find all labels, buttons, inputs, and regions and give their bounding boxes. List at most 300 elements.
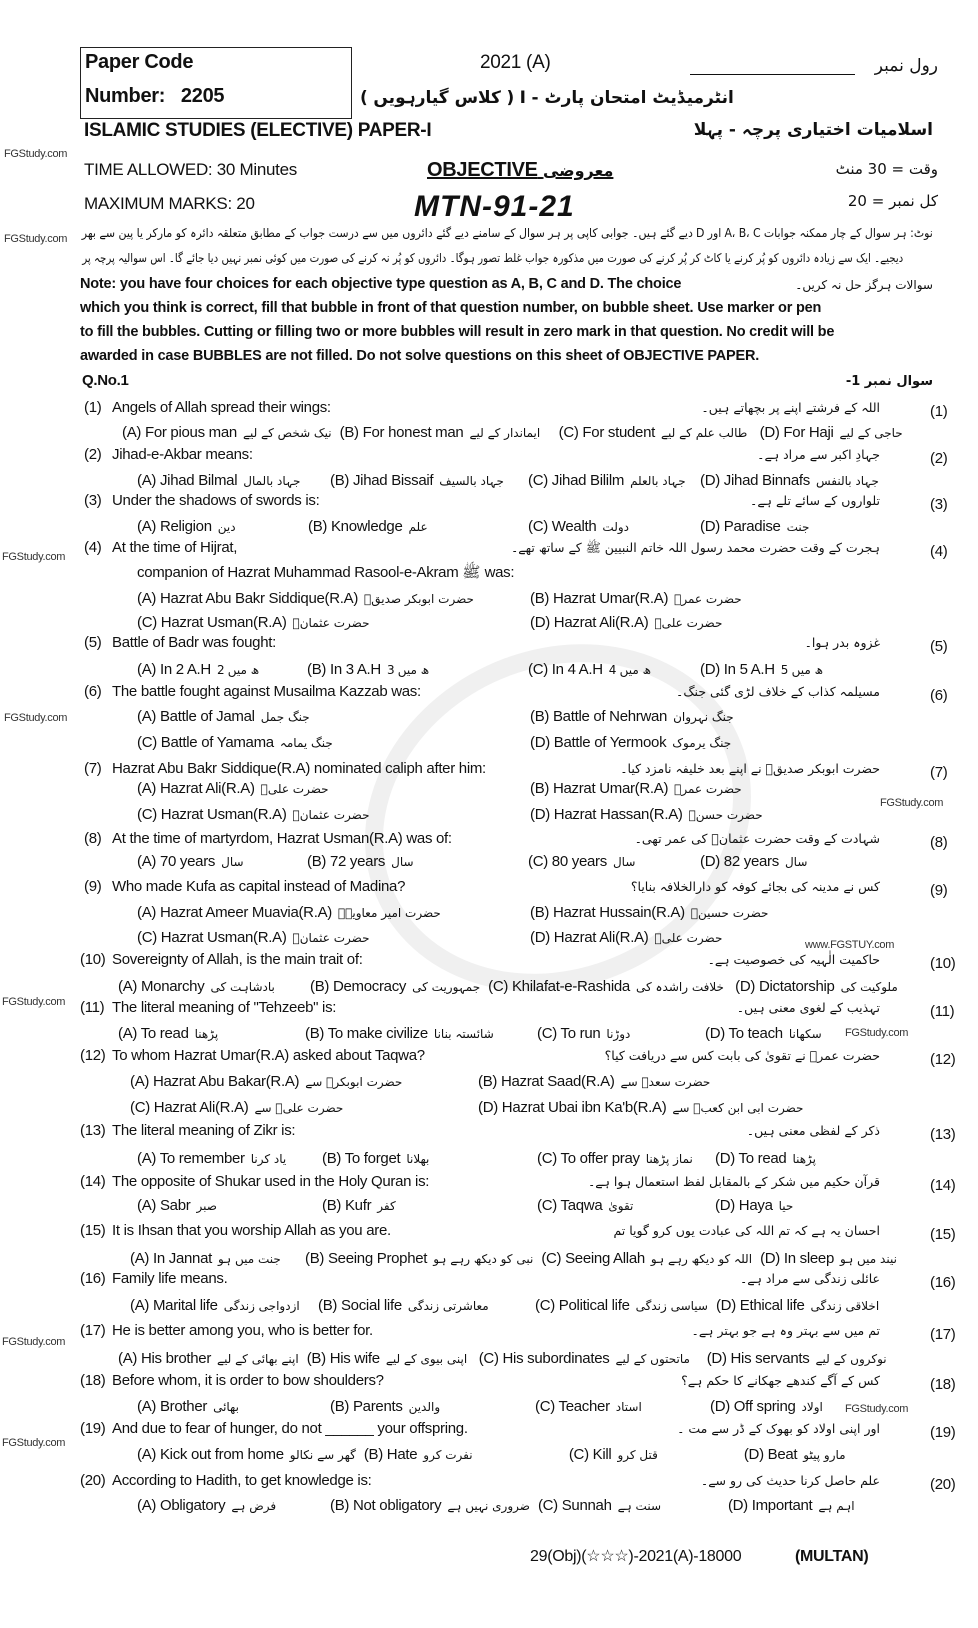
option-text: (C) Kill bbox=[568, 1446, 612, 1463]
option-text-urdu: نفرت کرو bbox=[423, 1448, 473, 1462]
option-text: (B) Hazrat Hussain(R.A) bbox=[530, 904, 685, 921]
option-c bbox=[535, 1398, 710, 1416]
question-number-urdu: (20) bbox=[930, 1476, 956, 1493]
option-text: (D) For Haji bbox=[759, 424, 834, 441]
option-text: (A) 70 years bbox=[137, 853, 216, 870]
option-text-urdu: جنگ یمامہ bbox=[279, 736, 333, 750]
question-number: (9) bbox=[84, 878, 102, 895]
option-text-urdu: نیک شخص کے لیے bbox=[242, 426, 332, 440]
option-text-urdu: علم bbox=[408, 520, 428, 534]
option-c bbox=[538, 1497, 728, 1515]
option-text-urdu: نیند میں ہو bbox=[840, 1252, 897, 1266]
option-b bbox=[530, 590, 750, 608]
option-a bbox=[137, 1150, 322, 1168]
option-d bbox=[700, 853, 815, 871]
question-number: (13) bbox=[80, 1122, 106, 1139]
question-text: According to Hadith, to get knowledge is: bbox=[112, 1472, 372, 1489]
option-c bbox=[528, 661, 700, 679]
option-text-urdu: حضرت ابوبکرؓ سے bbox=[305, 1075, 403, 1089]
question-number: (11) bbox=[80, 999, 105, 1016]
question-number-urdu: (10) bbox=[930, 955, 956, 972]
option-a bbox=[137, 1446, 364, 1464]
option-text: (D) Hazrat Ali(R.A) bbox=[530, 929, 649, 946]
option-c bbox=[537, 1025, 705, 1043]
option-row bbox=[137, 904, 776, 922]
option-row bbox=[137, 734, 739, 752]
option-d bbox=[707, 1350, 895, 1368]
option-text-urdu: شائستہ بنانا bbox=[433, 1027, 494, 1041]
option-text: (A) In 2 A.H bbox=[137, 661, 211, 678]
option-text: (D) To read bbox=[715, 1150, 787, 1167]
option-c bbox=[137, 734, 530, 752]
question-text: At the time of martyrdom, Hazrat Usman(R.A) was of: bbox=[112, 830, 452, 847]
question-text: The literal meaning of "Tehzeeb" is: bbox=[112, 999, 337, 1016]
option-b bbox=[322, 1197, 537, 1215]
option-c bbox=[541, 1250, 760, 1268]
option-text-urdu: صبر bbox=[196, 1199, 217, 1213]
option-text-urdu: سال bbox=[612, 855, 636, 869]
option-d bbox=[530, 929, 730, 947]
option-text: (D) Beat bbox=[743, 1446, 798, 1463]
option-text-urdu: ملوکیت کی bbox=[840, 980, 898, 994]
watermark: www.FGSTUY.com bbox=[805, 939, 895, 951]
option-text-urdu: حضرت امیر معاویہؓ bbox=[337, 906, 441, 920]
option-d bbox=[700, 661, 831, 679]
option-row bbox=[137, 1197, 801, 1215]
option-text-urdu: حضرت حسینؓ bbox=[690, 906, 769, 920]
option-text: (D) Paradise bbox=[700, 518, 781, 535]
option-c bbox=[488, 978, 735, 996]
option-text-urdu: اپنی بیوی کے لیے bbox=[385, 1352, 468, 1366]
option-text-urdu: سکھانا bbox=[788, 1027, 822, 1041]
question-number: (6) bbox=[84, 683, 102, 700]
option-c bbox=[569, 1446, 744, 1464]
option-text-urdu: 3 ھ میں bbox=[386, 663, 430, 677]
option-a bbox=[118, 1350, 307, 1368]
option-text-urdu: نماز پڑھنا bbox=[645, 1152, 693, 1166]
question-text: Battle of Badr was fought: bbox=[112, 634, 276, 651]
objective-title bbox=[427, 158, 613, 182]
option-text-urdu: حاجی کے لیے bbox=[839, 426, 903, 440]
option-row bbox=[137, 1446, 854, 1464]
option-text-urdu: جنگ نہروان bbox=[673, 710, 734, 724]
watermark: FGStudy.com bbox=[2, 1437, 66, 1449]
question-text-urdu: شہادت کے وقت حضرت عثمانؓ کی عمر تھی۔ bbox=[634, 831, 880, 846]
option-text: (B) For honest man bbox=[339, 424, 464, 441]
question-number-urdu: (3) bbox=[930, 496, 948, 513]
option-text-urdu: جنگ یرموک bbox=[672, 736, 732, 750]
option-row bbox=[118, 978, 906, 996]
option-c bbox=[535, 1297, 716, 1315]
watermark: FGStudy.com bbox=[880, 797, 944, 809]
paper-code-box bbox=[80, 47, 352, 119]
option-text-urdu: سال bbox=[784, 855, 808, 869]
option-d bbox=[478, 1099, 811, 1117]
question-number: (12) bbox=[80, 1047, 106, 1064]
option-a bbox=[137, 661, 307, 679]
option-d bbox=[705, 1025, 830, 1043]
question-text: At the time of Hijrat, bbox=[112, 539, 238, 556]
option-text-urdu: 5 ھ میں bbox=[780, 663, 824, 677]
option-b bbox=[330, 1398, 535, 1416]
subject-title: ISLAMIC STUDIES (ELECTIVE) PAPER-I bbox=[84, 120, 432, 141]
paper-code-label: Paper Code bbox=[85, 51, 194, 73]
option-text-urdu: حضرت عمرؓ bbox=[674, 592, 742, 606]
option-text: (B) Not obligatory bbox=[330, 1497, 442, 1514]
option-text-urdu: طالب علم کے لیے bbox=[661, 426, 748, 440]
option-text-urdu: اپنے بھائی کے لیے bbox=[217, 1352, 299, 1366]
option-text: (A) Jihad Bilmal bbox=[137, 472, 238, 489]
question-number: (20) bbox=[80, 1472, 106, 1489]
option-text: (A) Hazrat Abu Bakr Siddique(R.A) bbox=[137, 590, 359, 607]
option-text-urdu: اولاد bbox=[801, 1400, 823, 1414]
subject-title-urdu: اسلامیات اختیاری پرچہ - پہلا bbox=[693, 120, 933, 140]
question-number: (8) bbox=[84, 830, 102, 847]
question-text: Jihad-e-Akbar means: bbox=[112, 446, 253, 463]
option-c bbox=[130, 1099, 478, 1117]
option-row bbox=[137, 518, 817, 536]
urdu-instructions-3: سوالات ہرگز حل نہ کریں۔ bbox=[795, 278, 933, 292]
option-text: (D) Ethical life bbox=[715, 1297, 805, 1314]
option-b bbox=[318, 1297, 535, 1315]
option-text-urdu: بھائی bbox=[213, 1400, 239, 1414]
question-text: The battle fought against Musailma Kazzab was: bbox=[112, 683, 421, 700]
footer-code: 29(Obj)(☆☆☆)-2021(A)-18000 bbox=[530, 1548, 742, 1565]
option-text-urdu: قتل کرو bbox=[617, 1448, 658, 1462]
option-text: (B) Seeing Prophet bbox=[305, 1250, 428, 1267]
option-text-urdu: نبی کو دیکھ رہے ہو bbox=[433, 1252, 534, 1266]
option-text: (C) 80 years bbox=[528, 853, 607, 870]
option-text-urdu: اخلاقی زندگی bbox=[810, 1299, 880, 1313]
option-text: (B) Hazrat Umar(R.A) bbox=[530, 590, 669, 607]
objective-label: OBJECTIVE bbox=[427, 159, 538, 181]
option-text-urdu: معاشرتی زندگی bbox=[407, 1299, 489, 1313]
option-row bbox=[137, 614, 730, 632]
option-text: (B) To make civilize bbox=[305, 1025, 428, 1042]
question-text-urdu: کس نے مدینہ کی بجائے کوفہ کو دارالخلافہ بنایا؟ bbox=[630, 879, 880, 894]
option-text: (B) Social life bbox=[318, 1297, 402, 1314]
option-text: (C) Battle of Yamama bbox=[137, 734, 274, 751]
question-number: (1) bbox=[84, 399, 102, 416]
marks-urdu: کل نمبر = 20 bbox=[847, 192, 938, 210]
watermark: FGStudy.com bbox=[4, 148, 68, 160]
question-text-urdu: حضرت عمرؓ نے تقویٰ کی بابت کس سے دریافت کیا؟ bbox=[604, 1048, 880, 1063]
option-d bbox=[715, 1150, 824, 1168]
question-number: (16) bbox=[80, 1270, 106, 1287]
option-text: (B) Kufr bbox=[322, 1197, 372, 1214]
option-a bbox=[130, 1297, 318, 1315]
option-text: (A) To read bbox=[118, 1025, 189, 1042]
footer-city: (MULTAN) bbox=[795, 1548, 869, 1565]
question-number: (10) bbox=[80, 951, 106, 968]
question-number-urdu: (14) bbox=[930, 1177, 956, 1194]
question-text: Under the shadows of swords is: bbox=[112, 492, 320, 509]
option-text: (B) Democracy bbox=[310, 978, 407, 995]
option-row bbox=[130, 1099, 811, 1117]
option-text: (B) To forget bbox=[322, 1150, 401, 1167]
question-text-urdu: قرآن حکیم میں شکر کے بالمقابل لفظ استعمال ہوا ہے۔ bbox=[587, 1174, 880, 1189]
question-number-urdu: (8) bbox=[930, 834, 948, 851]
section-label: Q.No.1 bbox=[82, 372, 129, 389]
option-row bbox=[137, 853, 815, 871]
option-a bbox=[137, 590, 530, 608]
question-number: (15) bbox=[80, 1222, 106, 1239]
option-d bbox=[735, 978, 906, 996]
question-number-urdu: (4) bbox=[930, 543, 948, 560]
option-text: (A) Monarchy bbox=[118, 978, 205, 995]
option-text: (D) Battle of Yermook bbox=[530, 734, 667, 751]
paper-number bbox=[85, 84, 224, 108]
option-b bbox=[305, 1025, 537, 1043]
option-a bbox=[137, 853, 307, 871]
question-text-urdu: مسیلمہ کذاب کے خلاف لڑی گئی جنگ۔ bbox=[676, 684, 880, 699]
question-number: (3) bbox=[84, 492, 102, 509]
option-d bbox=[530, 806, 771, 824]
question-number-urdu: (1) bbox=[930, 403, 948, 420]
option-text: (C) His subordinates bbox=[478, 1350, 610, 1367]
option-text-urdu: جہاد بالسیف bbox=[439, 474, 504, 488]
option-a bbox=[137, 904, 530, 922]
question-text-urdu: اور اپنی اولاد کو بھوک کے ڈر سے مت ۔ bbox=[677, 1421, 880, 1436]
option-row bbox=[130, 1073, 718, 1091]
question-number: (18) bbox=[80, 1372, 106, 1389]
option-text: (A) In Jannat bbox=[130, 1250, 212, 1267]
option-d bbox=[715, 1197, 801, 1215]
option-row bbox=[118, 1025, 830, 1043]
option-text: (D) Important bbox=[727, 1497, 813, 1514]
option-text: (B) His wife bbox=[306, 1350, 380, 1367]
question-text-urdu: ذکر کے لفظی معنی ہیں۔ bbox=[746, 1123, 880, 1138]
option-text-urdu: حضرت عثمانؓ bbox=[292, 808, 370, 822]
option-row bbox=[137, 929, 730, 947]
watermark: FGStudy.com bbox=[2, 996, 66, 1008]
option-text: (A) Obligatory bbox=[137, 1497, 226, 1514]
option-text-urdu: مارو پیٹو bbox=[803, 1448, 846, 1462]
option-text: (C) To offer pray bbox=[537, 1150, 640, 1167]
option-c bbox=[537, 1150, 715, 1168]
option-text: (C) Political life bbox=[535, 1297, 630, 1314]
option-text: (D) In sleep bbox=[760, 1250, 834, 1267]
option-text: (C) Jihad Bililm bbox=[528, 472, 625, 489]
option-b bbox=[364, 1446, 569, 1464]
question-number: (7) bbox=[84, 760, 102, 777]
option-b bbox=[530, 780, 750, 798]
option-d bbox=[530, 614, 730, 632]
option-a bbox=[137, 1197, 322, 1215]
option-b bbox=[307, 1350, 479, 1368]
option-row bbox=[137, 806, 771, 824]
question-number: (17) bbox=[80, 1322, 106, 1339]
question-text-urdu: ہجرت کے وقت حضرت محمد رسول اللہ خاتم النبیین ﷺ کے ساتھ تھے۔ bbox=[510, 540, 880, 555]
objective-label-urdu: معروضی bbox=[542, 161, 614, 180]
option-b bbox=[330, 1497, 538, 1515]
option-text: (A) Religion bbox=[137, 518, 212, 535]
option-text-urdu: حضرت علیؓ bbox=[654, 931, 723, 945]
option-text: (A) Battle of Jamal bbox=[137, 708, 255, 725]
question-text: Who made Kufa as capital instead of Madina? bbox=[112, 878, 406, 895]
option-text-urdu: جنت میں ہو bbox=[217, 1252, 281, 1266]
question-text-urdu: تم میں سے بہتر وہ ہے جو بہتر ہے۔ bbox=[691, 1323, 880, 1338]
option-row bbox=[122, 424, 911, 442]
option-row bbox=[137, 661, 831, 679]
option-text-urdu: گھر سے نکالو bbox=[289, 1448, 356, 1462]
option-b bbox=[310, 978, 488, 996]
option-b bbox=[307, 853, 528, 871]
option-text: (C) Hazrat Usman(R.A) bbox=[137, 806, 287, 823]
option-text-urdu: سنت ہے bbox=[617, 1499, 661, 1513]
question-number-urdu: (17) bbox=[930, 1326, 956, 1343]
option-text-urdu: جہاد بالمال bbox=[243, 474, 301, 488]
option-text: (B) 72 years bbox=[307, 853, 386, 870]
option-row bbox=[118, 1350, 895, 1368]
option-text: (D) To teach bbox=[705, 1025, 783, 1042]
option-row bbox=[137, 708, 742, 726]
question-text: And due to fear of hunger, do not ______ your offspring. bbox=[112, 1420, 468, 1437]
option-text-urdu: حضرت علیؓ bbox=[260, 782, 329, 796]
question-text-urdu: جہادِ اکبر سے مراد ہے۔ bbox=[757, 447, 880, 462]
option-text-urdu: یاد کرنا bbox=[250, 1152, 287, 1166]
option-text: (C) Hazrat Ali(R.A) bbox=[130, 1099, 249, 1116]
option-c bbox=[559, 424, 760, 442]
option-text-urdu: ازدواجی زندگی bbox=[223, 1299, 300, 1313]
option-c bbox=[528, 853, 700, 871]
option-row bbox=[137, 590, 750, 608]
handwritten-mark: MTN-91-21 bbox=[414, 190, 575, 223]
question-text-urdu: تلواروں کے سائے تلے ہے۔ bbox=[750, 493, 880, 508]
question-number-urdu: (12) bbox=[930, 1051, 956, 1068]
option-c bbox=[479, 1350, 707, 1368]
option-text-urdu: والدین bbox=[408, 1400, 441, 1414]
option-text-urdu: حیا bbox=[778, 1199, 794, 1213]
option-text-urdu: حضرت علیؓ سے bbox=[254, 1101, 344, 1115]
option-row bbox=[137, 780, 750, 798]
option-text-urdu: پڑھنا bbox=[792, 1152, 817, 1166]
option-b bbox=[308, 518, 528, 536]
question-number: (2) bbox=[84, 446, 102, 463]
question-text: Sovereignty of Allah, is the main trait of: bbox=[112, 951, 363, 968]
option-c bbox=[137, 929, 530, 947]
option-d bbox=[760, 424, 911, 442]
option-b bbox=[478, 1073, 718, 1091]
option-row bbox=[137, 1398, 831, 1416]
question-text: It is Ihsan that you worship Allah as you are. bbox=[112, 1222, 391, 1239]
option-text-urdu: فرض ہے bbox=[231, 1499, 277, 1513]
option-text-urdu: دوڑنا bbox=[606, 1027, 631, 1041]
option-text-urdu: سال bbox=[391, 855, 414, 869]
option-text-urdu: حضرت عثمانؓ bbox=[292, 616, 370, 630]
question-number-urdu: (15) bbox=[930, 1226, 956, 1243]
option-text: (B) Jihad Bissaif bbox=[330, 472, 434, 489]
note-line-2: which you think is correct, fill that bubble in front of that question number, on bubble sheet. Use marker or pen bbox=[80, 300, 822, 316]
question-text-urdu: حاکمیت الٰہیہ کی خصوصیت ہے۔ bbox=[707, 952, 880, 967]
option-a bbox=[137, 1398, 330, 1416]
number-label: Number: bbox=[85, 85, 166, 107]
option-text-urdu: جمہوریت کی bbox=[412, 980, 481, 994]
option-a bbox=[130, 1073, 478, 1091]
question-text-line2: companion of Hazrat Muhammad Rasool-e-Akram ﷺ was: bbox=[137, 564, 515, 581]
exam-title-urdu: انٹرمیڈیٹ امتحان پارٹ - I ( کلاس گیارہویں ) bbox=[360, 88, 734, 108]
question-text: Before whom, it is order to bow shoulders? bbox=[112, 1372, 384, 1389]
option-text: (C) In 4 A.H bbox=[528, 661, 603, 678]
option-text-urdu: کفر bbox=[377, 1199, 396, 1213]
roll-number-line bbox=[690, 74, 855, 75]
option-text: (B) Hazrat Umar(R.A) bbox=[530, 780, 669, 797]
question-text: Family life means. bbox=[112, 1270, 228, 1287]
option-text: (A) To remember bbox=[137, 1150, 245, 1167]
question-text-urdu: احسان یہ ہے کہ تم اللہ کی عبادت یوں کرو گویا تم bbox=[613, 1223, 880, 1238]
question-text-urdu: عائلی زندگی سے مراد ہے۔ bbox=[739, 1271, 880, 1286]
option-text: (B) Knowledge bbox=[308, 518, 403, 535]
option-text-urdu: جنگ جمل bbox=[260, 710, 310, 724]
question-text: The literal meaning of Zikr is: bbox=[112, 1122, 296, 1139]
option-text: (D) Off spring bbox=[710, 1398, 796, 1415]
option-text: (A) His brother bbox=[118, 1350, 212, 1367]
option-text-urdu: جہاد بالعلم bbox=[630, 474, 686, 488]
question-text-urdu: حضرت ابوبکر صدیقؓ نے اپنے بعد خلیفہ نامزد کیا۔ bbox=[620, 761, 880, 776]
option-text-urdu: حضرت ابوبکر صدیقؓ bbox=[364, 592, 474, 606]
option-d bbox=[710, 1398, 831, 1416]
option-text: (D) Dictatorship bbox=[735, 978, 835, 995]
question-number-urdu: (16) bbox=[930, 1274, 956, 1291]
question-number: (14) bbox=[80, 1173, 106, 1190]
option-text-urdu: 4 ھ میں bbox=[608, 663, 652, 677]
option-c bbox=[537, 1197, 715, 1215]
option-text: (C) Seeing Allah bbox=[541, 1250, 645, 1267]
option-a bbox=[118, 1025, 305, 1043]
option-d bbox=[700, 518, 817, 536]
option-a bbox=[122, 424, 340, 442]
question-text: Angels of Allah spread their wings: bbox=[112, 399, 331, 416]
option-text: (C) To run bbox=[537, 1025, 601, 1042]
option-d bbox=[760, 1250, 905, 1268]
option-text: (A) Hazrat Ameer Muavia(R.A) bbox=[137, 904, 332, 921]
watermark: FGStudy.com bbox=[845, 1403, 909, 1415]
option-text-urdu: حضرت عثمانؓ bbox=[292, 931, 370, 945]
option-text-urdu: حضرت عمرؓ bbox=[674, 782, 742, 796]
option-text: (D) Haya bbox=[715, 1197, 773, 1214]
option-text-urdu: سیاسی زندگی bbox=[635, 1299, 708, 1313]
option-text-urdu: بھلانا bbox=[406, 1152, 430, 1166]
question-number: (5) bbox=[84, 634, 102, 651]
option-d bbox=[700, 472, 887, 490]
question-text: The opposite of Shukar used in the Holy Quran is: bbox=[112, 1173, 430, 1190]
option-text: (B) Hate bbox=[363, 1446, 418, 1463]
note-line-3: to fill the bubbles. Cutting or filling two or more bubbles will result in zero mark in that question. No credit will be bbox=[80, 324, 835, 340]
option-text: (D) In 5 A.H bbox=[700, 661, 775, 678]
question-number-urdu: (7) bbox=[930, 764, 948, 781]
option-text-urdu: اہم ہے bbox=[818, 1499, 855, 1513]
urdu-instructions-2: دیجیے۔ ایک سے زیادہ دائروں کو پُر کرنے یا کاٹ کر پُر کرنے کی صورت میں مذکورہ جواب غلط تصور ہوگا۔ دائروں کو پُر نہ کرنے کی صورت میں کوئی نمبر نہیں دیا جائے گا۔ اس سوالیہ پرچہ پر bbox=[82, 251, 903, 265]
option-text-urdu: دولت bbox=[602, 520, 629, 534]
exam-year: 2021 (A) bbox=[480, 52, 551, 73]
option-text: (D) Hazrat Hassan(R.A) bbox=[530, 806, 683, 823]
watermark: FGStudy.com bbox=[4, 233, 68, 245]
number-value: 2205 bbox=[180, 85, 225, 107]
option-b bbox=[530, 708, 742, 726]
option-c bbox=[137, 806, 530, 824]
option-text-urdu: ضروری نہیں ہے bbox=[447, 1499, 530, 1513]
option-text-urdu: ایماندار کے لیے bbox=[469, 426, 541, 440]
question-number-urdu: (13) bbox=[930, 1126, 956, 1143]
question-number: (4) bbox=[84, 539, 102, 556]
option-c bbox=[137, 614, 530, 632]
urdu-instructions-1: نوٹ: ہر سوال کے چار ممکنہ جوابات A، B، C اور D دیے گئے ہیں۔ جوابی کاپی پر ہر سوال کے سامنے دیے گئے دائروں میں سے درست جواب کے مطابق متعلقہ دائرہ کو مارکر یا پین سے بھر bbox=[81, 226, 933, 240]
option-text-urdu: پڑھنا bbox=[194, 1027, 219, 1041]
option-text-urdu: حضرت علیؓ bbox=[654, 616, 723, 630]
option-text: (B) Battle of Nehrwan bbox=[530, 708, 668, 725]
option-text-urdu: حضرت حسنؓ bbox=[688, 808, 763, 822]
question-number-urdu: (6) bbox=[930, 687, 948, 704]
